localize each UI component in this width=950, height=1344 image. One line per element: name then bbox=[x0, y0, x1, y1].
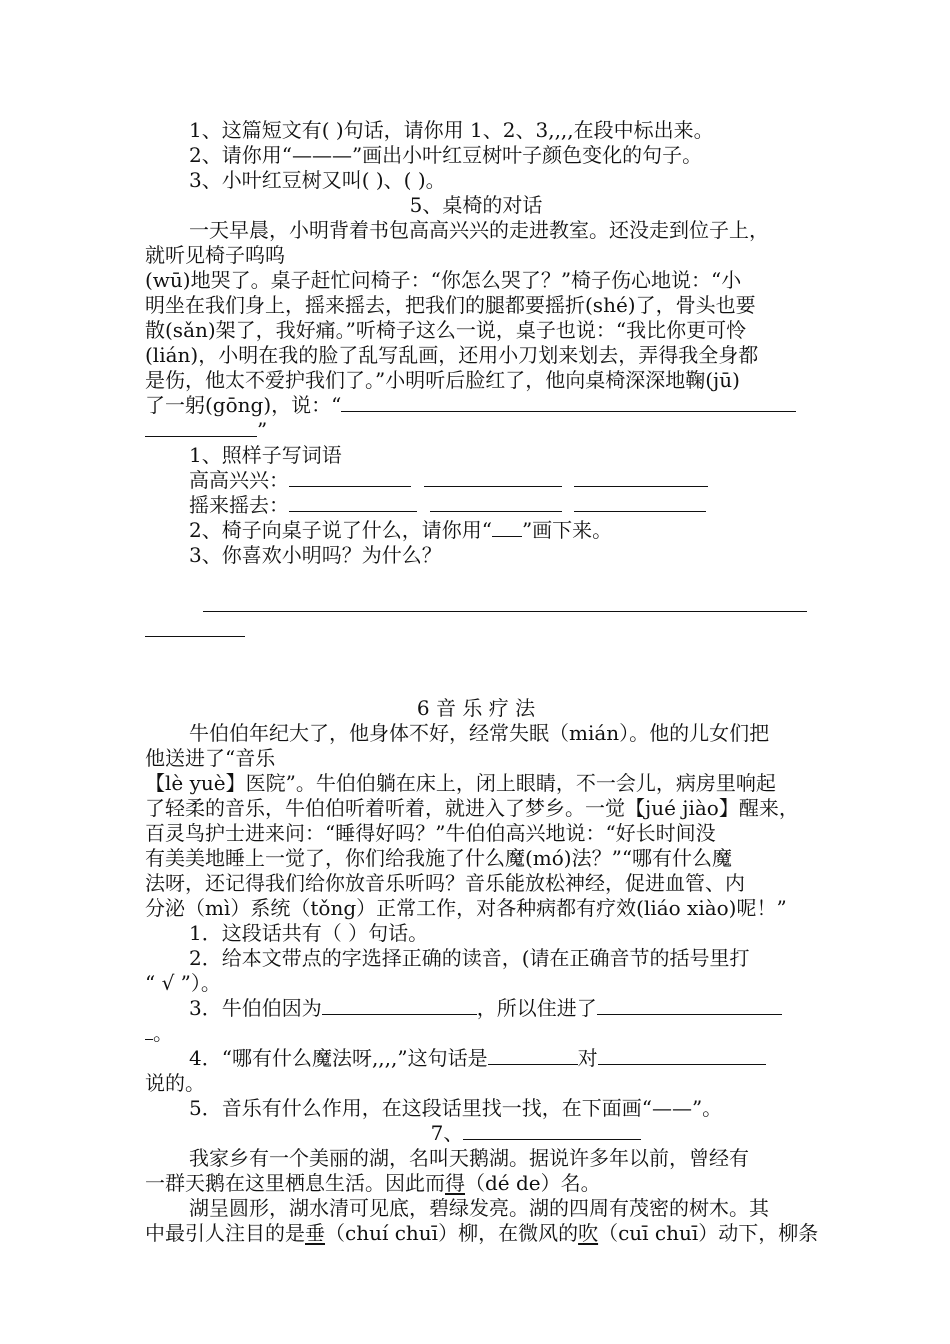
s7-para-line: 湖呈圆形，湖水清可见底，碧绿发亮。湖的四周有茂密的树木。其 bbox=[189, 1196, 769, 1220]
word-example-2: 摇来摇去： bbox=[189, 493, 289, 517]
word-blank[interactable] bbox=[574, 493, 706, 512]
s6-question-3 bbox=[145, 996, 807, 1021]
dotted-char: 垂 bbox=[305, 1221, 325, 1245]
s6-para-line: 牛伯伯年纪大了，他身体不好，经常失眠（mián）。他的儿女们把 bbox=[189, 721, 770, 745]
s5-para-line: (lián)，小明在我的脸了乱写乱画，还用小刀划来划去，弄得我全身都 bbox=[145, 343, 759, 367]
word-blank[interactable] bbox=[574, 468, 708, 487]
word-blank[interactable] bbox=[289, 468, 411, 487]
s5-question-2 bbox=[145, 518, 807, 543]
s6-para-line: 【lè yuè】医院”。牛伯伯躺在床上，闭上眼睛，不一会儿，病房里响起 bbox=[145, 771, 776, 795]
s4-question-1: 1、这篇短文有( )句话，请你用 1、2、3,,,,在段中标出来。 bbox=[189, 118, 714, 142]
s7-text: （dé de）名。 bbox=[465, 1171, 601, 1195]
s6-question-4-text-mid: 对 bbox=[577, 1046, 598, 1070]
s7-text: 一群天鹅在这里栖息生活。因此而 bbox=[145, 1171, 445, 1195]
s6-question-4 bbox=[145, 1046, 807, 1071]
s5-question-2-text: 2、椅子向桌子说了什么，请你用“ bbox=[189, 518, 492, 542]
answer-blank[interactable] bbox=[341, 393, 796, 412]
s5-quote-start: 了一躬(gōng)，说：“ bbox=[145, 393, 342, 417]
dotted-char: 吹 bbox=[578, 1221, 599, 1245]
s6-question-5: 5．音乐有什么作用，在这段话里找一找，在下面画“——”。 bbox=[189, 1096, 723, 1120]
s6-question-4-cont: 说的。 bbox=[145, 1071, 205, 1095]
answer-blank[interactable] bbox=[203, 593, 807, 612]
s5-quote-end: ” bbox=[257, 418, 268, 442]
answer-blank[interactable] bbox=[322, 996, 477, 1015]
s5-para-line: (wū)地哭了。桌子赶忙问椅子：“你怎么哭了？”椅子伤心地说：“小 bbox=[145, 268, 742, 292]
document-page bbox=[145, 118, 819, 1246]
s7-text: 中最引人注目的是 bbox=[145, 1221, 305, 1245]
s7-text: （cuī chuī）动下，柳条 bbox=[598, 1221, 819, 1245]
s6-question-2: 2．给本文带点的字选择正确的读音，(请在正确音节的括号里打 bbox=[189, 946, 750, 970]
s6-para-line: 法呀，还记得我们给你放音乐听吗？音乐能放松神经，促进血管、内 bbox=[145, 871, 745, 895]
s6-para-line: 分泌（mì）系统（tǒng）正常工作，对各种病都有疗效(liáo xiào)呢！” bbox=[145, 896, 787, 920]
s5-word-row-2 bbox=[145, 493, 807, 518]
s5-para-line: 散(sǎn)架了，我好痛。”听椅子这么一说，桌子也说：“我比你更可怜 bbox=[145, 318, 747, 342]
s7-para-line bbox=[145, 1171, 807, 1196]
s7-title-row bbox=[145, 1121, 807, 1146]
s6-question-3-text: 3．牛伯伯因为 bbox=[189, 996, 322, 1020]
s4-question-2: 2、请你用“———”画出小叶红豆树叶子颜色变化的句子。 bbox=[189, 143, 703, 167]
s5-question-1: 1、照样子写词语 bbox=[189, 443, 342, 467]
word-blank[interactable] bbox=[289, 493, 417, 512]
dotted-char: 得 bbox=[445, 1171, 465, 1195]
s6-question-3-cont bbox=[145, 1021, 807, 1046]
answer-blank[interactable] bbox=[598, 1046, 766, 1065]
answer-blank[interactable] bbox=[145, 418, 257, 437]
s6-para-line: 百灵鸟护士进来问：“睡得好吗？”牛伯伯高兴地说：“好长时间没 bbox=[145, 821, 716, 845]
s6-para-line: 有美美地睡上一觉了，你们给我施了什么魔(mó)法？”“哪有什么魔 bbox=[145, 846, 733, 870]
s5-para-line: 一天早晨，小明背着书包高高兴兴的走进教室。还没走到位子上， bbox=[189, 218, 769, 242]
s6-question-3-text-mid: ，所以住进了 bbox=[476, 996, 597, 1020]
answer-blank[interactable] bbox=[145, 618, 245, 637]
s5-word-row-1 bbox=[145, 468, 807, 493]
s7-text: （chuí chuī）柳，在微风的 bbox=[325, 1221, 579, 1245]
s7-para-line: 我家乡有一个美丽的湖，名叫天鹅湖。据说许多年以前，曾经有 bbox=[189, 1146, 749, 1170]
answer-line bbox=[145, 593, 807, 618]
answer-blank[interactable] bbox=[145, 1021, 153, 1040]
s5-quote-line bbox=[145, 393, 807, 418]
underline-sample bbox=[492, 518, 522, 537]
s5-para-line: 明坐在我们身上，摇来摇去，把我们的腿都要摇折(shé)了，骨头也要 bbox=[145, 293, 756, 317]
s5-question-2-text-end: ”画下来。 bbox=[521, 518, 613, 542]
s5-para-line: 就听见椅子呜呜 bbox=[145, 243, 285, 267]
s5-title: 5、桌椅的对话 bbox=[409, 193, 543, 217]
s5-question-3: 3、你喜欢小明吗？为什么？ bbox=[189, 543, 442, 567]
answer-blank[interactable] bbox=[597, 996, 782, 1015]
s6-question-2-cont: “ √ ”）。 bbox=[145, 971, 221, 995]
s7-title: 7、 bbox=[430, 1121, 464, 1145]
s5-para-line: 是伤，他太不爱护我们了。”小明听后脸红了，他向桌椅深深地鞠(jū) bbox=[145, 368, 740, 392]
s6-question-3-end: 。 bbox=[153, 1021, 173, 1045]
s6-question-1: 1．这段话共有（ ）句话。 bbox=[189, 921, 429, 945]
answer-blank[interactable] bbox=[488, 1046, 578, 1065]
s6-para-line: 他送进了“音乐 bbox=[145, 746, 276, 770]
answer-line bbox=[145, 618, 807, 643]
word-example-1: 高高兴兴： bbox=[189, 468, 289, 492]
word-blank[interactable] bbox=[430, 493, 562, 512]
s6-title: 6 音 乐 疗 法 bbox=[416, 696, 536, 720]
s6-para-line: 了轻柔的音乐，牛伯伯听着听着，就进入了梦乡。一觉【jué jiào】醒来， bbox=[145, 796, 799, 820]
s4-question-3: 3、小叶红豆树又叫( )、( )。 bbox=[189, 168, 446, 192]
s6-question-4-text: 4．“哪有什么魔法呀,,,,”这句话是 bbox=[189, 1046, 488, 1070]
word-blank[interactable] bbox=[424, 468, 562, 487]
s7-para-line bbox=[145, 1221, 819, 1246]
s5-quote-end-line bbox=[145, 418, 807, 443]
title-blank[interactable] bbox=[463, 1121, 641, 1140]
